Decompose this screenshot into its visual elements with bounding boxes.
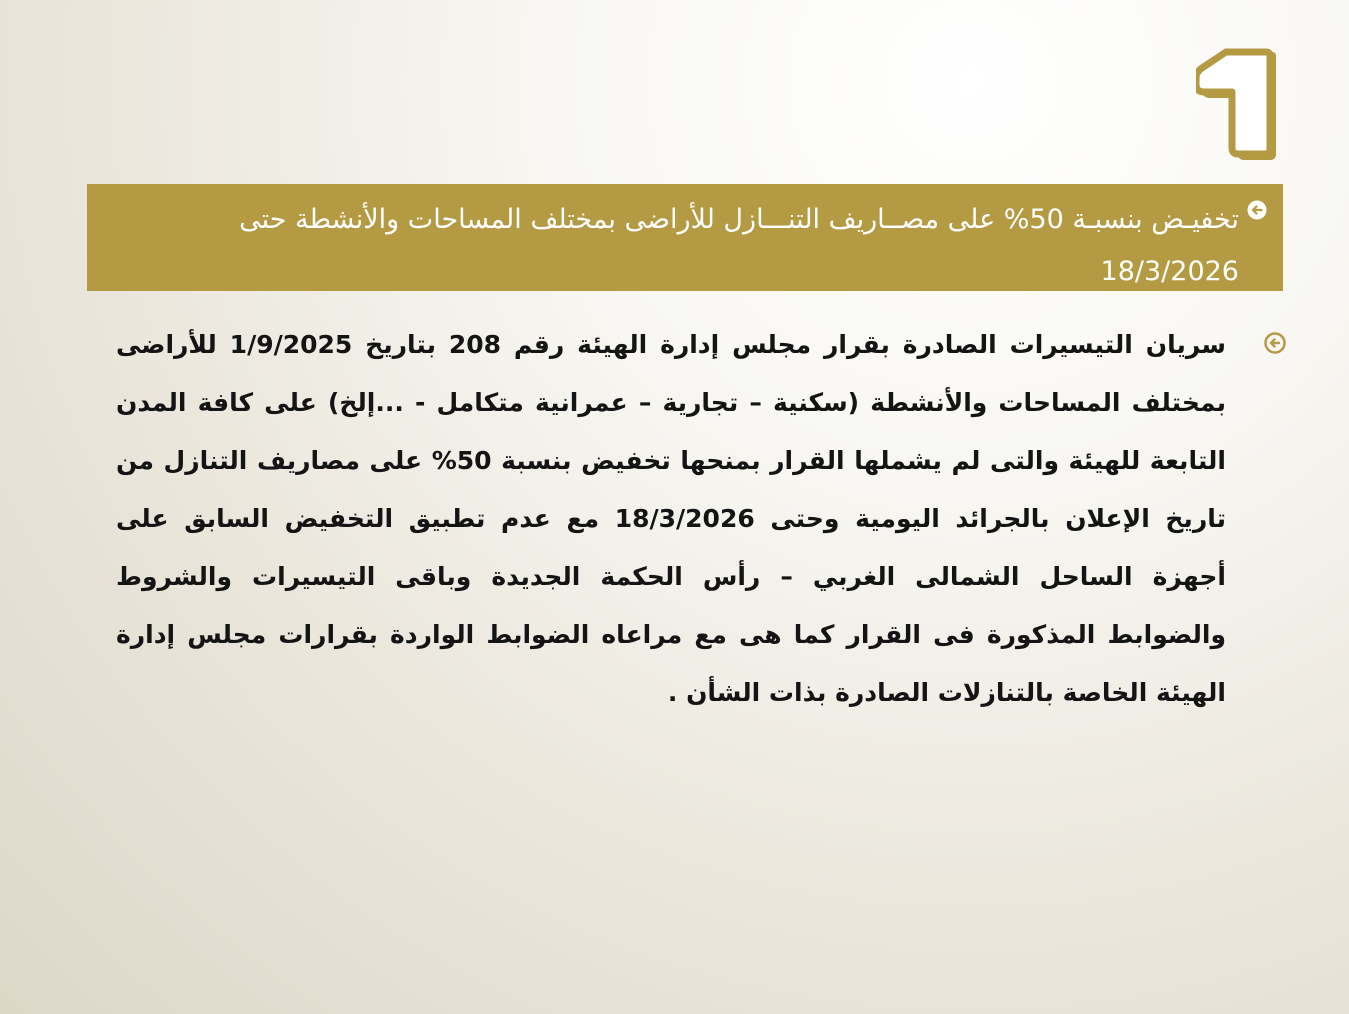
body-paragraph: سريان التيسيرات الصادرة بقرار مجلس إدارة الهيئة رقم 208 بتاريخ 1/9/2025 للأراضى بمختلف المساحات والأنشطة (سكنية – تجارية – عمرانية متكامل - ...إلخ) على كافة المدن التابعة للهيئة والتى لم يشملها القرار بمنحها تخفيض بنسبة 50% على مصاريف التنازل من تاريخ الإعلان بالجرائد اليومية وحتى 18/3/2026 مع عدم تطبيق التخفيض السابق على أجهزة الساحل الشمالى الغربي – رأس الحكمة الجديدة وباقى التيسيرات والشروط والضوابط المذكورة فى القرار كما هى مع مراعاه الضوابط الواردة بقرارات مجلس إدارة الهيئة الخاصة بالتنازلات الصادرة بذات الشأن .	[116, 330, 1226, 707]
title-text: تخفيـض بنسبـة 50% على مصــاريف التنـــازل للأراضى بمختلف المساحات والأنشطة حتى 18/3/2026	[239, 204, 1239, 287]
arrow-left-circle-icon	[1247, 200, 1267, 220]
arrow-left-circle-icon	[1264, 332, 1286, 354]
number-one-graphic	[1196, 48, 1280, 164]
title-band	[87, 184, 1283, 291]
number-one-badge	[1196, 48, 1280, 164]
